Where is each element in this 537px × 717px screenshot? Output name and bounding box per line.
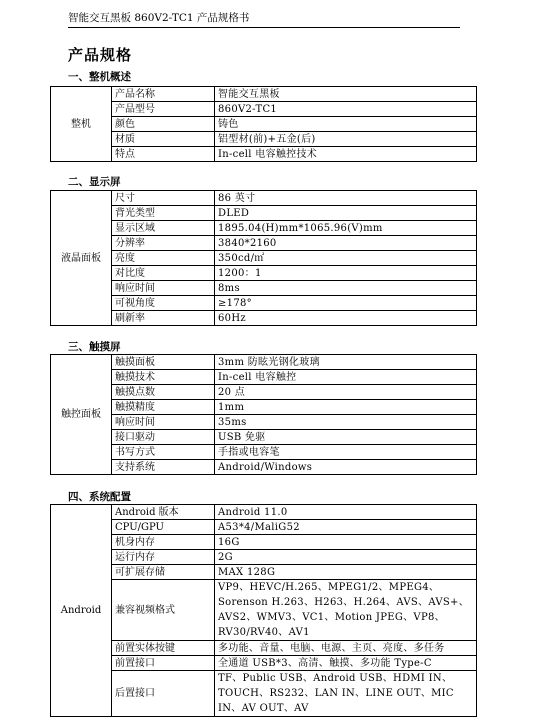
spec-key: 触摸技术 (112, 370, 215, 385)
spec-value: 3mm 防眩光钢化玻璃 (215, 355, 477, 370)
spec-key: 分辨率 (112, 236, 215, 251)
spec-key: 前置实体按键 (112, 641, 215, 656)
spec-value: DLED (215, 206, 477, 221)
table-row (51, 311, 477, 326)
table-row (51, 520, 477, 535)
spec-value: Android/Windows (215, 460, 477, 475)
table-row (51, 505, 477, 520)
spec-key: 触摸点数 (112, 385, 215, 400)
table-row (51, 641, 477, 656)
spec-key: 产品型号 (112, 102, 215, 117)
spec-value: 全通道 USB*3、高清、触摸、多功能 Type-C (215, 656, 477, 671)
spec-value: 智能交互黑板 (215, 87, 477, 102)
table-row (51, 251, 477, 266)
spec-key: 对比度 (112, 266, 215, 281)
spec-key: 前置接口 (112, 656, 215, 671)
spec-value: TF、Public USB、Android USB、HDMI IN、TOUCH、RS232、LAN IN、LINE OUT、MIC IN、AV OUT、AV (215, 671, 477, 717)
spec-value: 2G (215, 550, 477, 565)
spec-key: 兼容视频格式 (112, 580, 215, 641)
spec-value: 铸色 (215, 117, 477, 132)
spec-value: 多功能、音量、电脑、电源、主页、亮度、多任务 (215, 641, 477, 656)
group-label: 液晶面板 (51, 191, 112, 326)
spec-key: 运行内存 (112, 550, 215, 565)
table-row (51, 117, 477, 132)
spec-value: 铝型材(前)+五金(后) (215, 132, 477, 147)
table-row (51, 430, 477, 445)
table-row (51, 266, 477, 281)
spec-key: 产品名称 (112, 87, 215, 102)
spec-key: 支持系统 (112, 460, 215, 475)
spec-value: VP9、HEVC/H.265、MPEG1/2、MPEG4、Sorenson H.263、H263、H.264、AVS、AVS+、AVS2、WMV3、VC1、Motion JPEG、VP8、RV30/RV40、AV1 (215, 580, 477, 641)
spec-value: 350cd/㎡ (215, 251, 477, 266)
spec-key: 响应时间 (112, 415, 215, 430)
spec-key: 颜色 (112, 117, 215, 132)
group-label: 触控面板 (51, 355, 112, 475)
spec-key: 触摸面板 (112, 355, 215, 370)
table-row (51, 147, 477, 162)
spec-key: 接口驱动 (112, 430, 215, 445)
table-row (51, 550, 477, 565)
spec-table-touch (50, 354, 477, 475)
spec-key: 可视角度 (112, 296, 215, 311)
spec-key: CPU/GPU (112, 520, 215, 535)
page-title: 产品规格 (68, 46, 133, 64)
spec-key: 触摸精度 (112, 400, 215, 415)
spec-value: 16G (215, 535, 477, 550)
spec-value: 860V2-TC1 (215, 102, 477, 117)
spec-value: In-cell 电容触控 (215, 370, 477, 385)
table-row (51, 580, 477, 641)
spec-key: Android 版本 (112, 505, 215, 520)
spec-key: 书写方式 (112, 445, 215, 460)
table-row (51, 415, 477, 430)
spec-key: 特点 (112, 147, 215, 162)
table-row (51, 221, 477, 236)
spec-table-display (50, 190, 477, 326)
table-row (51, 236, 477, 251)
table-row (51, 206, 477, 221)
table-row (51, 191, 477, 206)
spec-value: 8ms (215, 281, 477, 296)
spec-key: 尺寸 (112, 191, 215, 206)
table-row (51, 87, 477, 102)
spec-value: MAX 128G (215, 565, 477, 580)
group-label: 整机 (51, 87, 112, 162)
spec-value: 1mm (215, 400, 477, 415)
section-heading-display: 二、显示屏 (68, 176, 121, 188)
spec-key: 可扩展存储 (112, 565, 215, 580)
table-row (51, 671, 477, 717)
spec-key: 背光类型 (112, 206, 215, 221)
spec-value: 35ms (215, 415, 477, 430)
table-row (51, 445, 477, 460)
group-label: Android (51, 505, 112, 717)
table-row (51, 656, 477, 671)
table-row (51, 281, 477, 296)
table-row (51, 385, 477, 400)
spec-key: 后置接口 (112, 671, 215, 717)
spec-table-system (50, 504, 477, 717)
spec-key: 亮度 (112, 251, 215, 266)
spec-value: 86 英寸 (215, 191, 477, 206)
table-row (51, 296, 477, 311)
spec-table-overview (50, 86, 477, 162)
spec-value: 60Hz (215, 311, 477, 326)
spec-key: 显示区域 (112, 221, 215, 236)
page-header: 智能交互黑板 860V2-TC1 产品规格书 (68, 10, 460, 28)
spec-value: 3840*2160 (215, 236, 477, 251)
section-heading-touch: 三、触摸屏 (68, 341, 121, 353)
table-row (51, 132, 477, 147)
spec-value: Android 11.0 (215, 505, 477, 520)
spec-key: 机身内存 (112, 535, 215, 550)
section-heading-overview: 一、整机概述 (68, 71, 131, 83)
table-row (51, 370, 477, 385)
spec-value: 手指或电容笔 (215, 445, 477, 460)
spec-value: USB 免驱 (215, 430, 477, 445)
spec-value: ≥178° (215, 296, 477, 311)
spec-value: A53*4/MaliG52 (215, 520, 477, 535)
spec-key: 响应时间 (112, 281, 215, 296)
table-row (51, 565, 477, 580)
table-row (51, 535, 477, 550)
spec-value: 1895.04(H)mm*1065.96(V)mm (215, 221, 477, 236)
spec-value: 1200：1 (215, 266, 477, 281)
table-row (51, 400, 477, 415)
spec-key: 刷新率 (112, 311, 215, 326)
table-row (51, 355, 477, 370)
spec-value: 20 点 (215, 385, 477, 400)
section-heading-system: 四、系统配置 (68, 491, 131, 503)
spec-value: In-cell 电容触控技术 (215, 147, 477, 162)
spec-key: 材质 (112, 132, 215, 147)
table-row (51, 460, 477, 475)
table-row (51, 102, 477, 117)
